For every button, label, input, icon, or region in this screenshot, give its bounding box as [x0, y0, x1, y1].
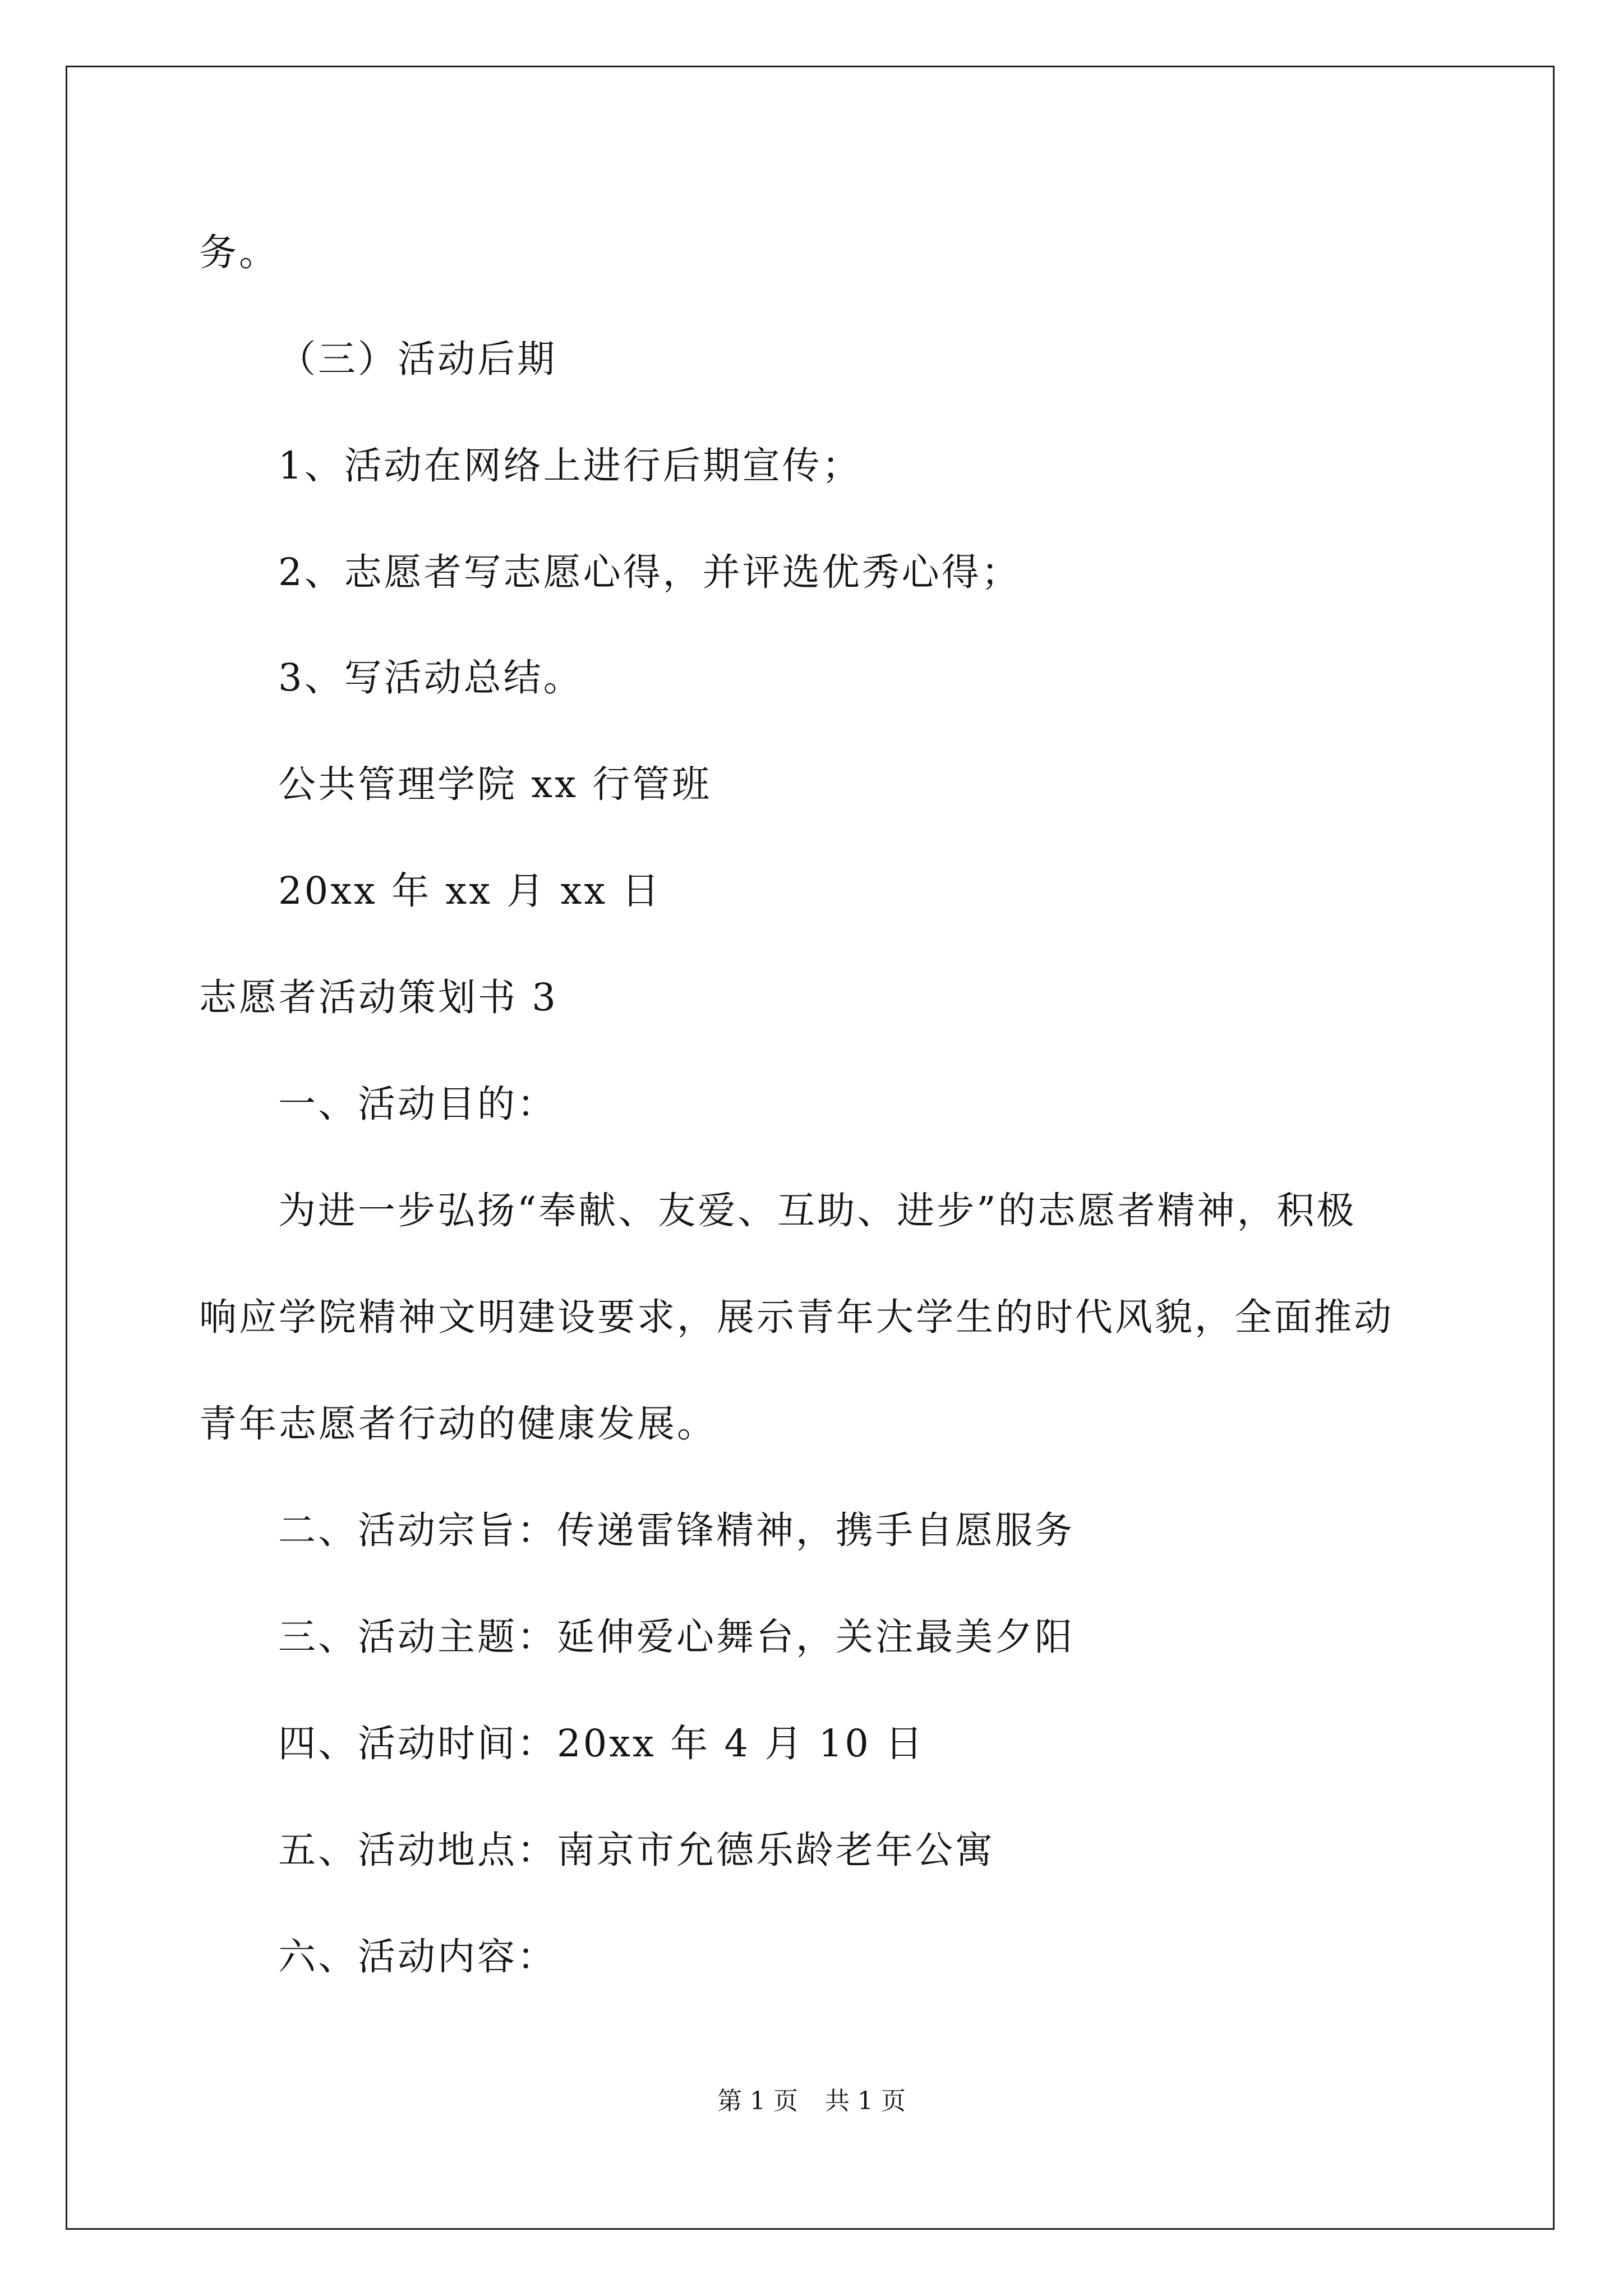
list-item: 1、活动在网络上进行后期宣传；: [278, 444, 862, 487]
paragraph-line: 为进一步弘扬“奉献、友爱、互助、进步”的志愿者精神，积极: [278, 1189, 1357, 1232]
section-item-aim: 二、活动宗旨：传递雷锋精神，携手自愿服务: [278, 1508, 1075, 1552]
paragraph-line: 青年志愿者行动的健康发展。: [199, 1402, 717, 1446]
list-item: 3、写活动总结。: [278, 656, 583, 700]
page-number: 第 1 页: [717, 2087, 798, 2115]
page-footer: [0, 2086, 1623, 2117]
signature-organization: 公共管理学院 xx 行管班: [278, 762, 712, 806]
list-item: 2、志愿者写志愿心得，并评选优秀心得；: [278, 550, 1021, 594]
document-title: 志愿者活动策划书 3: [199, 976, 558, 1019]
page-border: [66, 66, 1555, 2230]
section-item-content: 六、活动内容：: [278, 1935, 557, 1978]
section-item-theme: 三、活动主题：延伸爱心舞台，关注最美夕阳: [278, 1615, 1075, 1659]
text-line-continuation: 务。: [199, 231, 279, 274]
signature-date: 20xx 年 xx 月 xx 日: [278, 869, 662, 913]
paragraph-line: 响应学院精神文明建设要求，展示青年大学生的时代风貌，全面推动: [199, 1295, 1394, 1339]
section-heading-purpose: 一、活动目的：: [278, 1082, 557, 1126]
section-item-location: 五、活动地点：南京市允德乐龄老年公寓: [278, 1828, 995, 1872]
section-item-time: 四、活动时间：20xx 年 4 月 10 日: [278, 1722, 925, 1765]
page-total: 共 1 页: [825, 2087, 906, 2115]
section-heading-later-stage: （三）活动后期: [278, 337, 557, 381]
